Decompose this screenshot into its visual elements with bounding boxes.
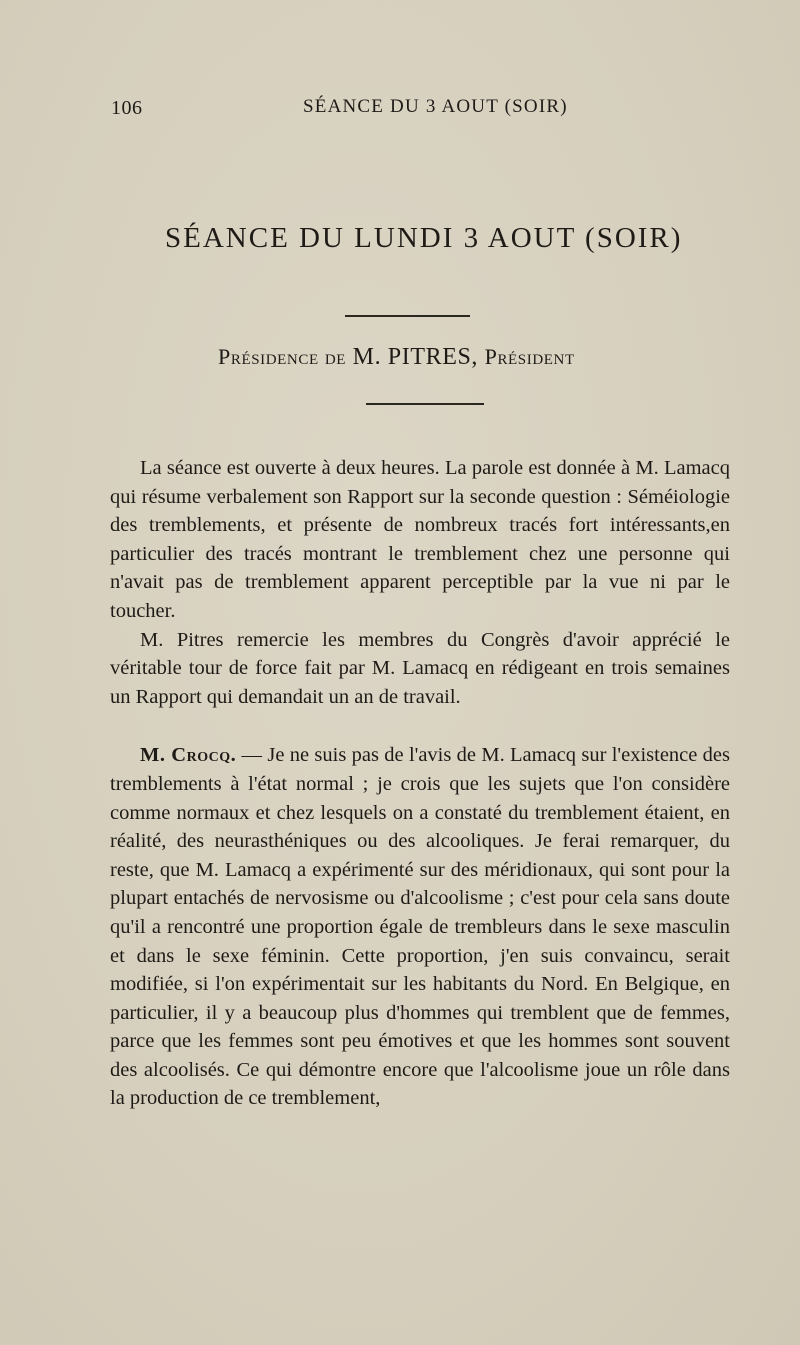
paragraph-crocq-text: — Je ne suis pas de l'avis de M. Lamacq sur l'existence des tremblements à l'état normal ; je crois que les sujets que l'on considère comme normaux et chez lesquels on a constaté du tremblement étaient, en réalité, des neurasthéniques ou des alcooliques. Je ferai remarquer, du reste, que M. Lamacq a expérimenté sur des méridionaux, qui sont pour la plupart entachés de nervosisme ou d'alcoolisme ; c'est pour cela sans doute qu'il a rencontré une proportion égale de trembleurs dans le sexe masculin et dans le sexe féminin. Cette proportion, j'en suis convaincu, serait modifiée, si l'on expérimentait sur les habitants du Nord. En Belgique, en particulier, il y a beaucoup plus d'hommes qui tremblent que de femmes, parce que les femmes sont peu émotives et que les hommes sont souvent des alcoolisés. Ce qui démontre encore que l'alcoolisme joue un rôle dans la production de ce tremblement, — [110, 744, 731, 1110]
presidency-line — [218, 344, 575, 371]
paragraph-crocq — [110, 741, 730, 1113]
divider-top — [345, 315, 470, 317]
president-role: Président — [484, 344, 575, 369]
section-title: SÉANCE DU LUNDI 3 AOUT (SOIR) — [165, 222, 683, 254]
body-text — [110, 454, 730, 1113]
divider-bottom — [366, 403, 484, 405]
page-number: 106 — [111, 97, 143, 119]
paragraph-opening: La séance est ouverte à deux heures. La parole est donnée à M. Lamacq qui résume verbalement son Rapport sur la seconde question : Séméiologie des tremblements, et présente de nombreux tracés fort intéressants,en particulier des tracés montrant le tremblement chez une personne qui n'avait pas de tremblement apparent perceptible par la vue ni par le toucher. — [110, 457, 730, 622]
president-name: M. PITRES, — [352, 344, 478, 370]
running-title: SÉANCE DU 3 AOUT (SOIR) — [303, 96, 568, 117]
paragraph-pitres: M. Pitres remercie les membres du Congrès d'avoir apprécié le véritable tour de force fait par M. Lamacq en rédigeant en trois semaines un Rapport qui demandait un an de travail. — [110, 628, 730, 708]
speaker-name: M. Crocq. — [140, 744, 237, 767]
presidency-prefix: Présidence de — [218, 344, 347, 369]
